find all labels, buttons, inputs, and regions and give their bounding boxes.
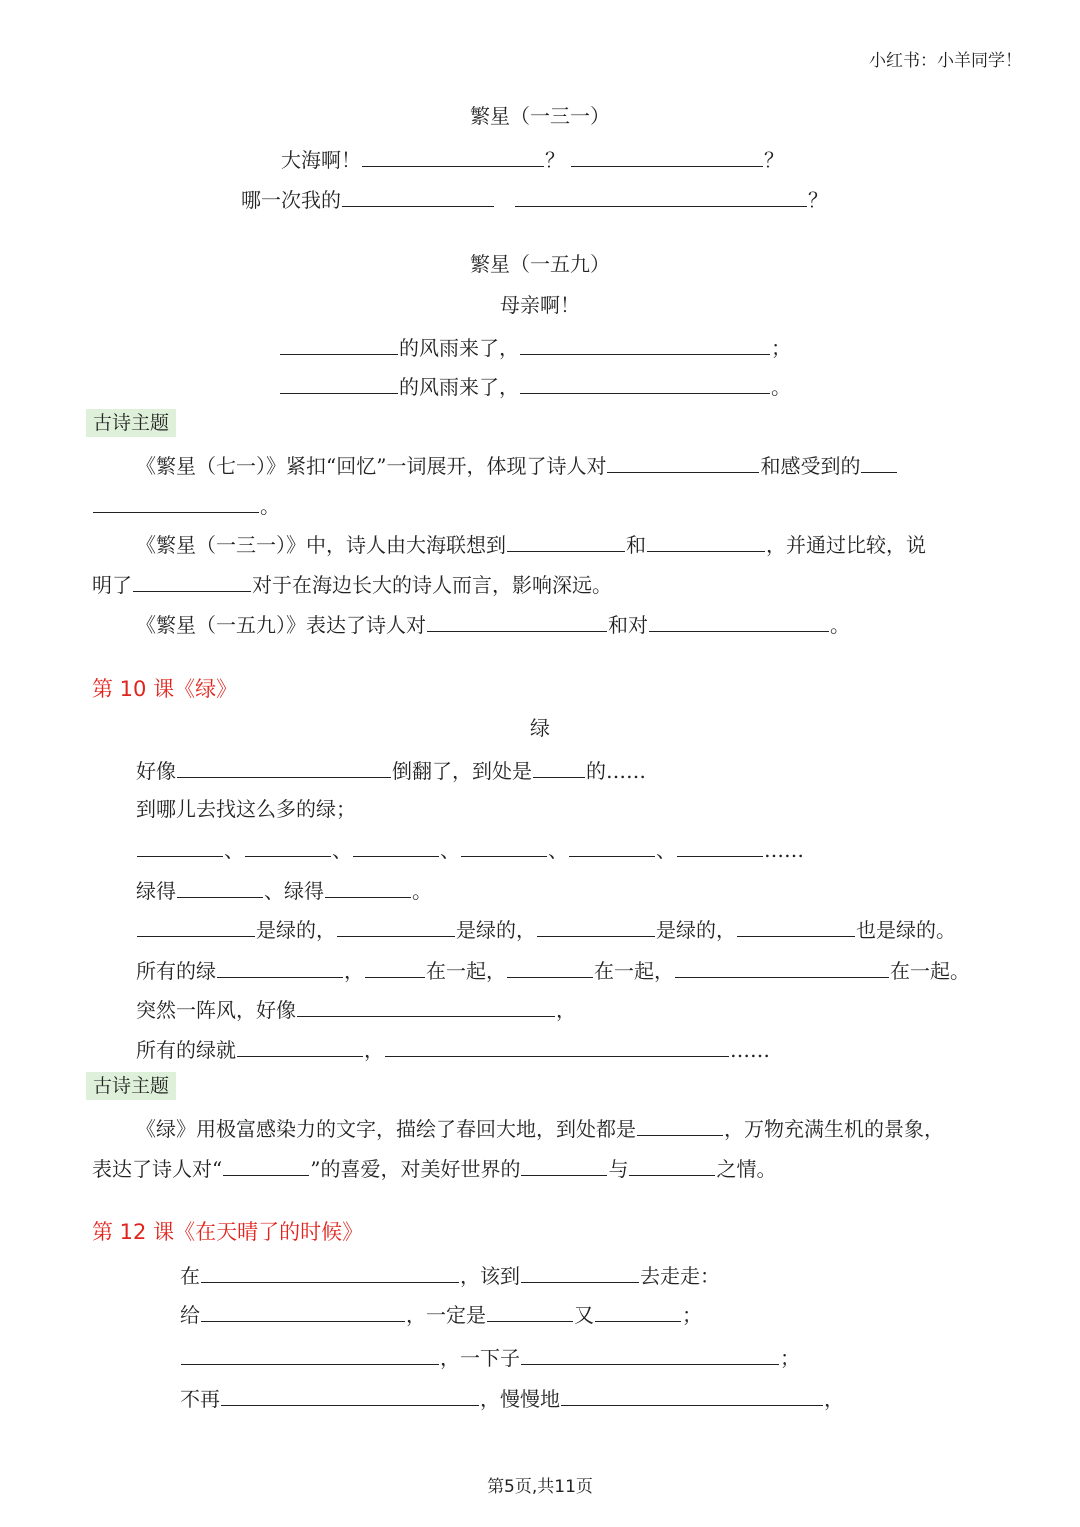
fill-blank[interactable]	[515, 188, 807, 207]
line-text: 是绿的，	[256, 918, 336, 942]
poem-131-line-1	[281, 148, 784, 170]
poem-159-line-2	[279, 336, 791, 358]
fill-blank[interactable]	[569, 838, 655, 857]
fill-blank[interactable]	[507, 959, 593, 978]
fill-blank[interactable]	[537, 918, 655, 937]
fill-blank[interactable]	[385, 1038, 729, 1057]
fill-blank[interactable]	[223, 1157, 309, 1176]
fill-blank[interactable]	[677, 838, 763, 857]
theme1-para1-cont	[92, 494, 280, 516]
fill-blank[interactable]	[737, 918, 855, 937]
separator: 、	[548, 838, 568, 862]
line-text: 给	[180, 1303, 200, 1327]
para-text: 明了	[92, 573, 132, 597]
fill-blank[interactable]	[177, 759, 391, 778]
theme1-para1	[136, 454, 898, 476]
sky-line-3	[180, 1346, 800, 1368]
fill-blank[interactable]	[237, 1038, 363, 1057]
fill-blank[interactable]	[427, 613, 607, 632]
poem-159-line-3	[279, 375, 791, 397]
fill-blank[interactable]	[137, 918, 255, 937]
theme-tag: 古诗主题	[86, 409, 176, 437]
theme-tag: 古诗主题	[86, 1072, 176, 1100]
line-text: ……	[764, 838, 804, 862]
line-text: ，一定是	[406, 1303, 486, 1327]
lv-line-4	[136, 879, 432, 901]
line-text: ，慢慢地	[480, 1387, 560, 1411]
fill-blank[interactable]	[245, 838, 331, 857]
punct: 。	[260, 494, 280, 518]
sky-line-2	[180, 1303, 702, 1325]
fill-blank[interactable]	[487, 1303, 573, 1322]
punct: 。	[771, 375, 791, 399]
fill-blank[interactable]	[533, 759, 585, 778]
fill-blank[interactable]	[365, 959, 425, 978]
line-text: 大海啊！	[281, 148, 361, 172]
para-text: 与	[608, 1157, 629, 1181]
poem-159-line-1: 母亲啊！	[500, 293, 580, 317]
fill-blank[interactable]	[595, 1303, 681, 1322]
punct: ？	[545, 148, 565, 172]
fill-blank[interactable]	[221, 1387, 479, 1406]
fill-blank[interactable]	[177, 879, 263, 898]
punct: ；	[780, 1346, 800, 1370]
fill-blank[interactable]	[342, 188, 494, 207]
punct: ，	[344, 959, 364, 983]
line-text: 去走走：	[640, 1264, 720, 1288]
poem-title-lv: 绿	[530, 716, 550, 740]
source-watermark: 小红书：小羊同学！	[869, 51, 1022, 71]
punct: ？	[764, 148, 784, 172]
line-text: 所有的绿	[136, 959, 216, 983]
fill-blank[interactable]	[507, 533, 625, 552]
fill-blank[interactable]	[607, 454, 759, 473]
line-text: 是绿的，	[656, 918, 736, 942]
line-text: 所有的绿就	[136, 1038, 236, 1062]
poem-131-line-2	[241, 188, 828, 210]
fill-blank[interactable]	[461, 838, 547, 857]
lv-line-6	[136, 959, 970, 981]
fill-blank[interactable]	[520, 336, 770, 355]
fill-blank[interactable]	[675, 959, 889, 978]
para-text: 表达了诗人对“	[92, 1157, 223, 1181]
separator: 、	[224, 838, 244, 862]
theme1-para2-cont	[92, 573, 612, 595]
fill-blank[interactable]	[137, 838, 223, 857]
fill-blank[interactable]	[520, 375, 770, 394]
line-text: 在一起，	[426, 959, 506, 983]
lesson-12-title: 第 12 课《在天晴了的时候》	[92, 1220, 364, 1244]
para-text: 对于在海边长大的诗人而言，影响深远。	[252, 573, 612, 597]
sky-line-4	[180, 1387, 844, 1409]
lv-line-1	[136, 759, 646, 781]
line-text: 在一起。	[890, 959, 970, 983]
lesson-10-title: 第 10 课《绿》	[92, 677, 238, 701]
fill-blank[interactable]	[637, 1117, 723, 1136]
line-text: 好像	[136, 759, 176, 783]
para-text: 《繁星（一三一）》中，诗人由大海联想到	[136, 533, 506, 557]
para-text: 和	[626, 533, 646, 557]
line-text: ，该到	[460, 1264, 520, 1288]
punct: ？	[808, 188, 828, 212]
fill-blank[interactable]	[337, 918, 455, 937]
punct: ，	[556, 998, 576, 1022]
line-text: 倒翻了，到处是	[392, 759, 532, 783]
fill-blank[interactable]	[280, 336, 398, 355]
fill-blank[interactable]	[280, 375, 398, 394]
fill-blank[interactable]	[362, 148, 544, 167]
line-text: 的风雨来了，	[399, 375, 519, 399]
fill-blank[interactable]	[521, 1157, 607, 1176]
punct: 。	[412, 879, 432, 903]
separator: 、	[332, 838, 352, 862]
para-text: 《繁星（七一）》紧扣“回忆”一词展开，体现了诗人对	[136, 454, 607, 478]
para-text: ，并通过比较，说	[766, 533, 926, 557]
fill-blank[interactable]	[571, 148, 763, 167]
para-text: 和感受到的	[760, 454, 861, 478]
line-text: 不再	[180, 1387, 220, 1411]
line-text: 哪一次我的	[241, 188, 341, 212]
lv-line-2: 到哪儿去找这么多的绿；	[136, 797, 356, 821]
punct: ，	[824, 1387, 844, 1411]
separator: 、	[440, 838, 460, 862]
line-text: 突然一阵风，好像	[136, 998, 296, 1022]
lv-line-8	[136, 1038, 770, 1060]
fill-blank[interactable]	[649, 613, 829, 632]
fill-blank[interactable]	[521, 1346, 779, 1365]
theme1-para2	[136, 533, 926, 555]
line-text: ……	[730, 1038, 770, 1062]
line-text: 又	[574, 1303, 594, 1327]
para-text: 《繁星（一五九）》表达了诗人对	[136, 613, 426, 637]
line-text: 、绿得	[264, 879, 324, 903]
theme2-para1	[136, 1117, 944, 1139]
lv-line-7	[136, 998, 576, 1020]
theme1-para3	[136, 613, 850, 635]
punct: ，	[364, 1038, 384, 1062]
fill-blank[interactable]	[647, 533, 765, 552]
para-text: ”的喜爱，对美好世界的	[310, 1157, 521, 1181]
page-number: 第5页,共11页	[487, 1477, 593, 1497]
poem-title-131: 繁星（一三一）	[470, 104, 610, 128]
fill-blank[interactable]	[629, 1157, 715, 1176]
line-text: 的风雨来了，	[399, 336, 519, 360]
fill-blank[interactable]	[561, 1387, 823, 1406]
separator: 、	[656, 838, 676, 862]
fill-blank[interactable]	[353, 838, 439, 857]
fill-blank[interactable]	[133, 573, 251, 592]
fill-blank[interactable]	[861, 454, 897, 473]
poem-title-159: 繁星（一五九）	[470, 252, 610, 276]
line-text: 是绿的，	[456, 918, 536, 942]
line-text: 在	[180, 1264, 200, 1288]
fill-blank[interactable]	[217, 959, 343, 978]
line-text: 的……	[586, 759, 646, 783]
para-text: 之情。	[716, 1157, 777, 1181]
para-text: 和对	[608, 613, 648, 637]
fill-blank[interactable]	[325, 879, 411, 898]
theme2-para1-cont	[92, 1157, 776, 1179]
punct: ；	[771, 336, 791, 360]
line-text: ，一下子	[440, 1346, 520, 1370]
fill-blank[interactable]	[181, 1346, 439, 1365]
fill-blank[interactable]	[521, 1264, 639, 1283]
lv-line-5	[136, 918, 956, 940]
punct: 。	[830, 613, 850, 637]
para-text: 《绿》用极富感染力的文字，描绘了春回大地，到处都是	[136, 1117, 636, 1141]
fill-blank[interactable]	[297, 998, 555, 1017]
para-text: ，万物充满生机的景象，	[724, 1117, 944, 1141]
sky-line-1	[180, 1264, 720, 1286]
punct: ；	[682, 1303, 702, 1327]
fill-blank[interactable]	[201, 1264, 459, 1283]
line-text: 在一起，	[594, 959, 674, 983]
line-text: 绿得	[136, 879, 176, 903]
fill-blank[interactable]	[93, 494, 259, 513]
line-text: 也是绿的。	[856, 918, 956, 942]
fill-blank[interactable]	[201, 1303, 405, 1322]
lv-line-3	[136, 838, 804, 860]
